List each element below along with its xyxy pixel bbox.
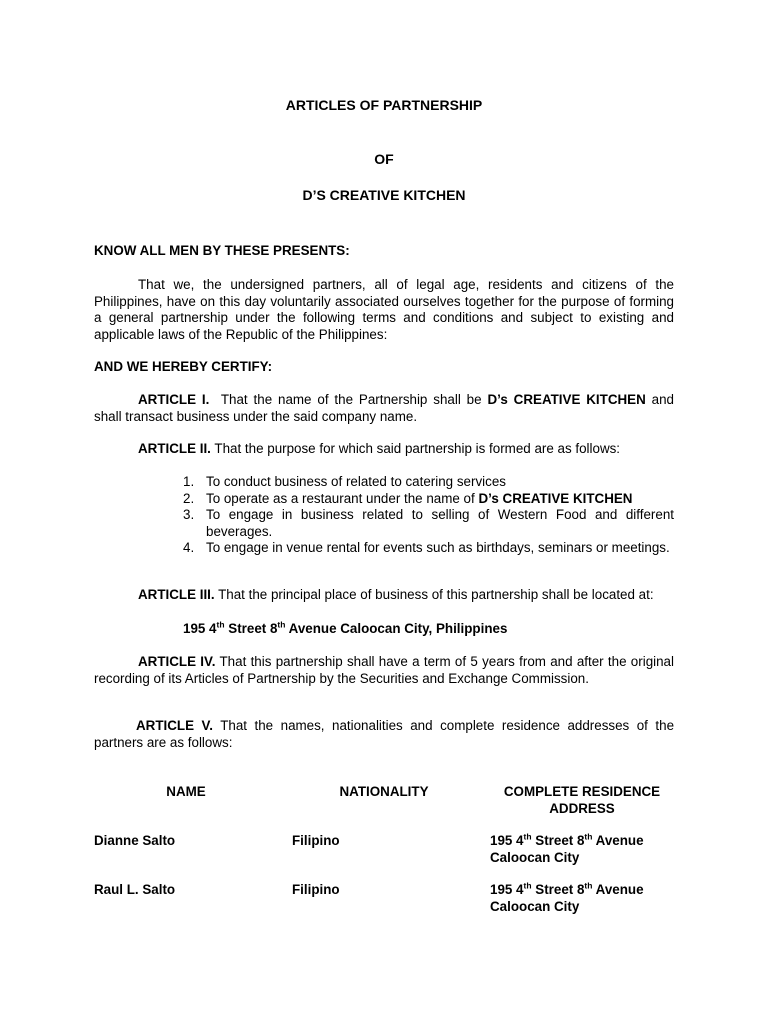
list-item-text: To engage in venue rental for events such as birthdays, seminars or meetings. xyxy=(206,540,670,555)
article-3-label: ARTICLE III. xyxy=(138,587,215,602)
company-name-title: D’S CREATIVE KITCHEN xyxy=(302,187,466,203)
table-header-name: NAME xyxy=(166,784,206,799)
document-title: ARTICLES OF PARTNERSHIP xyxy=(285,97,483,113)
address-sup: th xyxy=(584,880,593,891)
address-sup: th xyxy=(523,880,532,891)
list-item-number: 1. xyxy=(183,474,195,489)
partner-name: Raul L. Salto xyxy=(94,882,176,897)
partner-address xyxy=(490,833,674,866)
partner-nationality: Filipino xyxy=(292,833,340,848)
address-part: Avenue xyxy=(592,833,644,848)
table-header-nationality: NATIONALITY xyxy=(339,784,429,799)
list-item-text: To engage in business related to selling of Western Food and different beverages. xyxy=(206,507,674,539)
address-part: Street 8 xyxy=(224,621,278,636)
list-item-number: 2. xyxy=(183,490,195,506)
article-1-company-name: D’s CREATIVE KITCHEN xyxy=(487,392,646,407)
article-3-text: That the principal place of business of this partnership shall be located at: xyxy=(218,587,654,602)
address-part: Avenue xyxy=(592,882,644,897)
article-2 xyxy=(94,441,674,458)
article-4-label: ARTICLE IV. xyxy=(138,654,216,669)
table-header-address xyxy=(490,784,674,817)
article-3 xyxy=(94,587,674,604)
address-part: 195 4 xyxy=(490,833,524,848)
list-item-text: To operate as a restaurant under the name of xyxy=(206,490,475,506)
title-of: OF xyxy=(374,151,394,167)
intro-paragraph xyxy=(94,277,674,343)
table-header-address-line1: COMPLETE RESIDENCE xyxy=(503,784,661,799)
business-address xyxy=(183,621,507,638)
partner-address-line2: Caloocan City xyxy=(490,898,580,914)
article-1 xyxy=(94,392,674,425)
purpose-list xyxy=(183,474,674,557)
address-sup: th xyxy=(584,831,593,842)
address-part: Avenue Caloocan City, Philippines xyxy=(285,621,508,636)
partner-nationality: Filipino xyxy=(292,882,340,897)
article-1-text-b: and shall transact business under the said company name. xyxy=(94,392,674,424)
list-item-company-name: D’s CREATIVE KITCHEN xyxy=(478,490,633,506)
address-part: Street 8 xyxy=(531,882,585,897)
list-item xyxy=(183,507,674,540)
list-item-number: 4. xyxy=(183,540,195,555)
article-4 xyxy=(94,654,674,687)
partner-address xyxy=(490,882,674,915)
article-2-text: That the purpose for which said partnership is formed are as follows: xyxy=(214,441,621,456)
list-item xyxy=(183,491,674,508)
list-item xyxy=(183,540,674,557)
list-item xyxy=(183,474,674,491)
intro-text: That we, the undersigned partners, all of legal age, residents and citizens of the Philippines, have on this day voluntarily associated ourselves together for the purpose of forming a general partnership under the following terms and conditions and subject to existing and applicable laws of the Republic of the Philippines: xyxy=(94,277,674,342)
list-item-text: To conduct business of related to catering services xyxy=(206,474,506,489)
address-part: 195 4 xyxy=(490,882,524,897)
address-sup: th xyxy=(216,619,225,630)
address-sup: th xyxy=(277,619,286,630)
address-part: Street 8 xyxy=(531,833,585,848)
article-1-text-a: That the name of the Partnership shall be xyxy=(220,392,482,407)
article-4-text: That this partnership shall have a term of 5 years from and after the original recording of its Articles of Partnership by the Securities and Exchange Commission. xyxy=(94,654,674,686)
partner-address-line1 xyxy=(490,882,674,899)
address-part: 195 4 xyxy=(183,621,217,636)
partner-address-line2: Caloocan City xyxy=(490,849,580,865)
article-5-text: That the names, nationalities and complete residence addresses of the partners are as follows: xyxy=(94,718,675,750)
article-2-label: ARTICLE II. xyxy=(138,441,211,456)
intro-heading: KNOW ALL MEN BY THESE PRESENTS: xyxy=(94,243,350,258)
table-header-address-line2: ADDRESS xyxy=(549,800,615,816)
article-1-label: ARTICLE I. xyxy=(138,392,210,407)
address-sup: th xyxy=(523,831,532,842)
partner-name: Dianne Salto xyxy=(94,833,176,848)
certify-heading: AND WE HEREBY CERTIFY: xyxy=(94,359,273,374)
article-5 xyxy=(94,718,674,751)
article-5-label: ARTICLE V. xyxy=(136,718,213,733)
partner-address-line1 xyxy=(490,833,674,850)
list-item-number: 3. xyxy=(183,507,195,522)
